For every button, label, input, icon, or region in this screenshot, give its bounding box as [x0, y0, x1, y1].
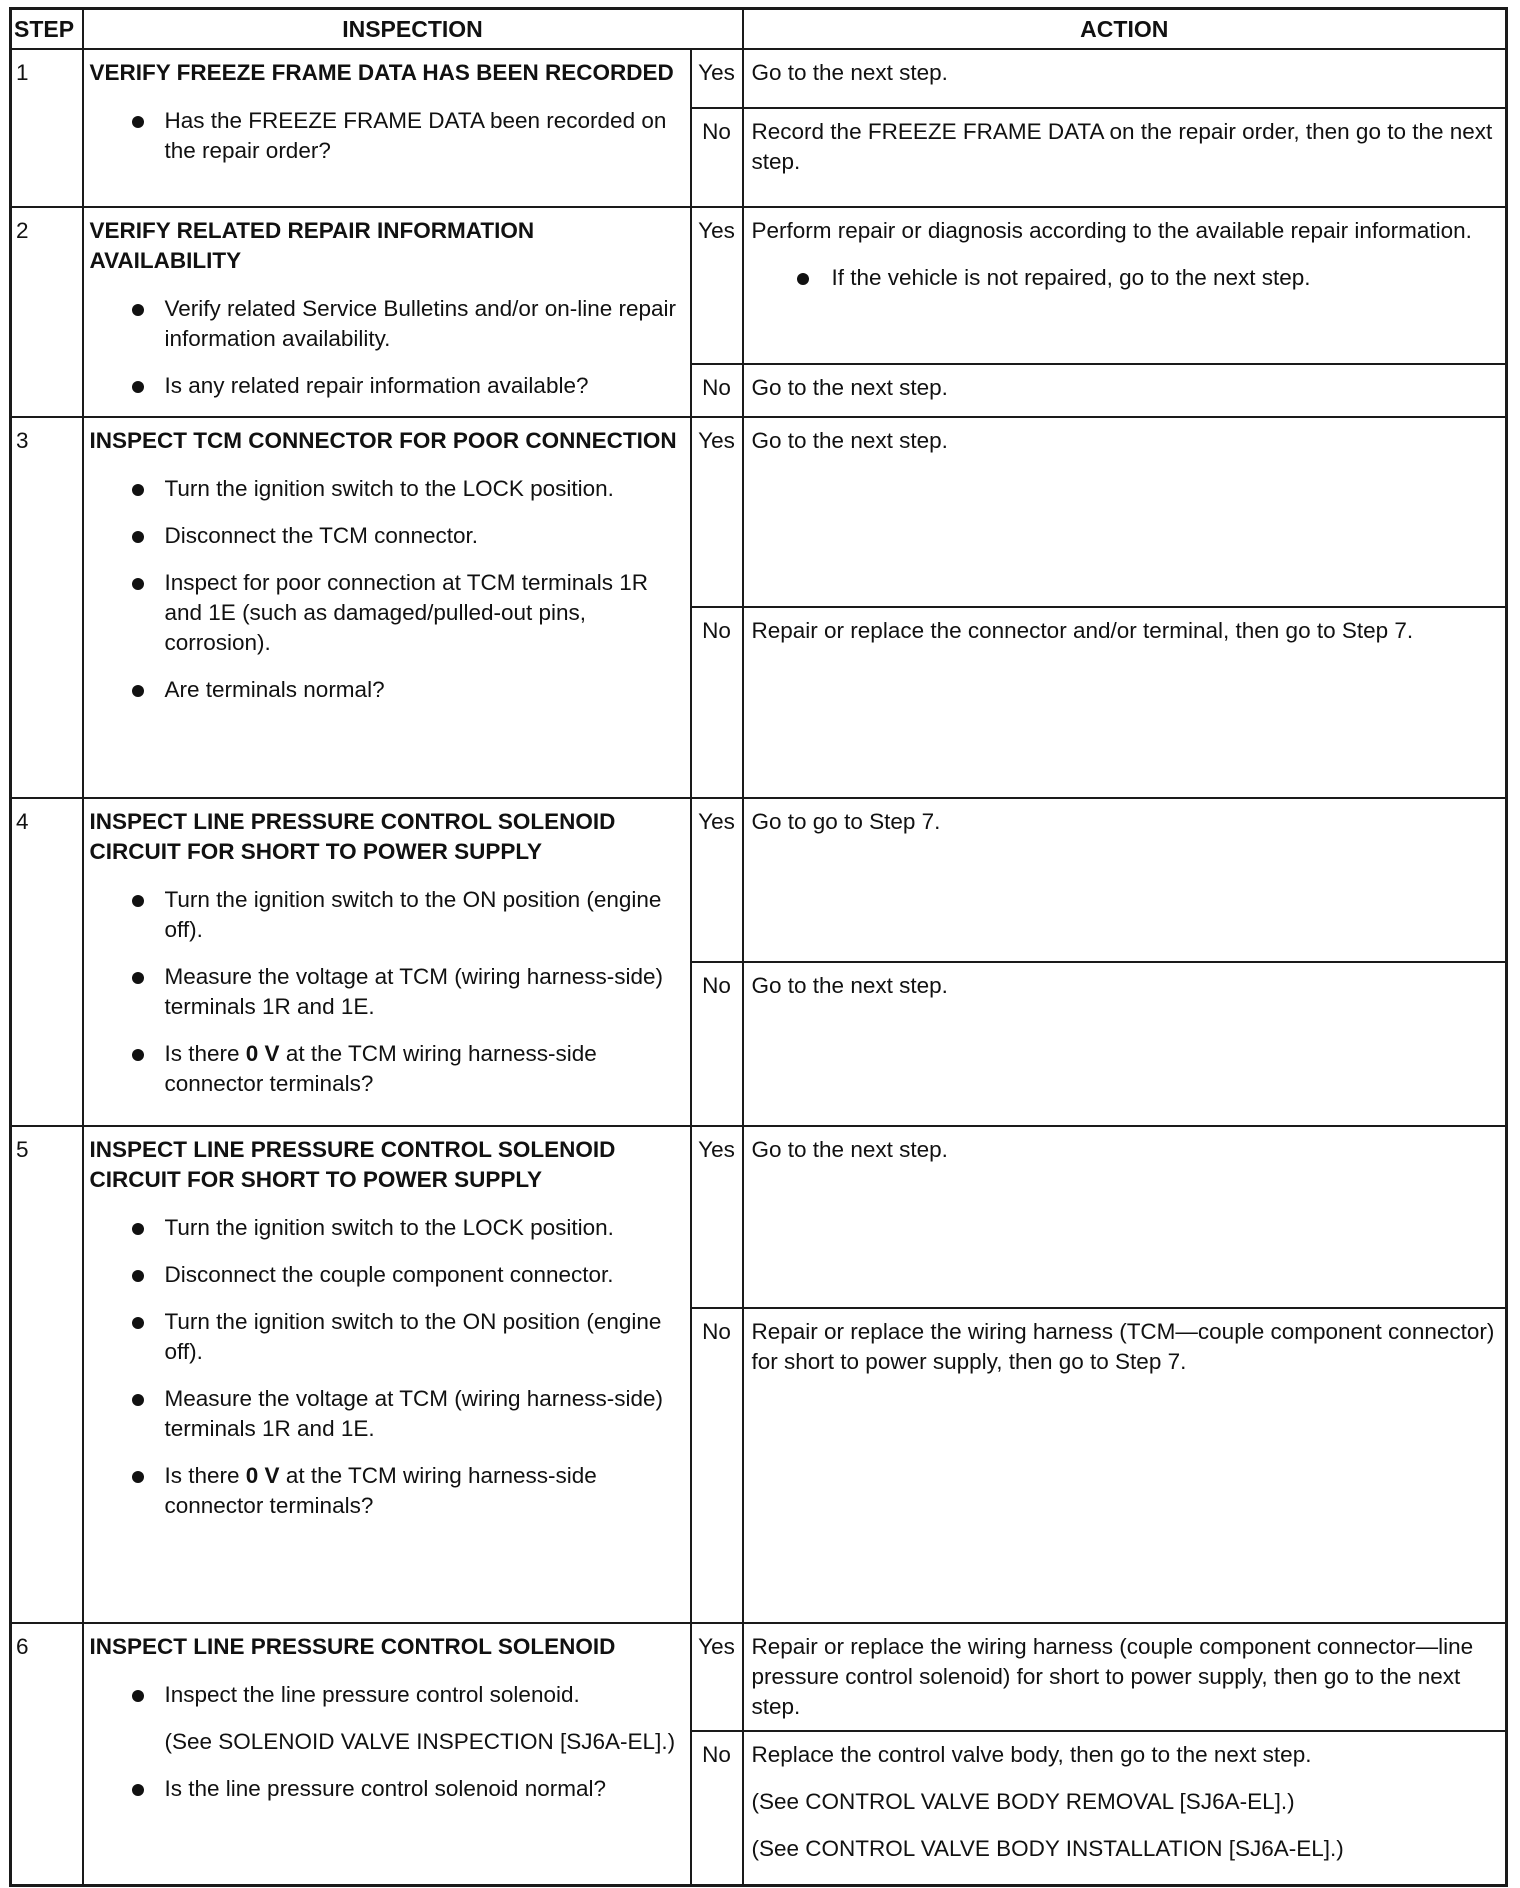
- bullet-icon: [797, 273, 809, 285]
- step-1-yes-row: [11, 49, 1507, 108]
- step-title: INSPECT LINE PRESSURE CONTROL SOLENOID CIRCUIT FOR SHORT TO POWER SUPPLY: [89, 1137, 616, 1192]
- bullet-icon: [132, 304, 144, 316]
- reference-note: (See CONTROL VALVE BODY INSTALLATION [SJ6A-EL].): [751, 1836, 1344, 1861]
- inspection-item: Turn the ignition switch to the ON position (engine off).: [90, 1307, 682, 1367]
- no-action: Go to the next step.: [743, 364, 1507, 417]
- no-label: No: [691, 962, 743, 1126]
- step-number: 2: [11, 207, 83, 417]
- inspection-item: Inspect for poor connection at TCM terminals 1R and 1E (such as damaged/pulled-out pins, corrosion).: [90, 568, 682, 658]
- yes-label: Yes: [691, 417, 743, 607]
- bullet-icon: [132, 1317, 144, 1329]
- bullet-icon: [132, 972, 144, 984]
- bullet-icon: [132, 484, 144, 496]
- yes-action: Go to go to Step 7.: [743, 798, 1507, 962]
- no-action: Repair or replace the connector and/or terminal, then go to Step 7.: [743, 607, 1507, 798]
- yes-action: Go to the next step.: [743, 417, 1507, 607]
- action-header: ACTION: [743, 9, 1507, 50]
- no-label: No: [691, 1731, 743, 1885]
- bullet-icon: [132, 685, 144, 697]
- step-number: 4: [11, 798, 83, 1126]
- yes-label: Yes: [691, 207, 743, 364]
- step-title: INSPECT LINE PRESSURE CONTROL SOLENOID CIRCUIT FOR SHORT TO POWER SUPPLY: [89, 809, 616, 864]
- bullet-icon: [132, 578, 144, 590]
- step-3-yes-row: [11, 417, 1507, 607]
- no-label: No: [691, 1308, 743, 1623]
- step-5-inspection: [83, 1126, 691, 1623]
- action-bullet-item: If the vehicle is not repaired, go to the next step.: [752, 263, 1498, 293]
- bullet-icon: [132, 895, 144, 907]
- reference-note: (See CONTROL VALVE BODY REMOVAL [SJ6A-EL].): [751, 1789, 1295, 1814]
- step-1-inspection: [83, 49, 691, 207]
- bullet-icon: [132, 1049, 144, 1061]
- inspection-header: INSPECTION: [83, 9, 743, 50]
- no-action: Go to the next step.: [743, 962, 1507, 1126]
- inspection-item: Is the line pressure control solenoid normal?: [90, 1774, 682, 1804]
- diagnostic-table: [9, 7, 1508, 1887]
- inspection-item: Inspect the line pressure control solenoid.: [90, 1680, 682, 1710]
- bullet-icon: [132, 1471, 144, 1483]
- step-title: INSPECT TCM CONNECTOR FOR POOR CONNECTION: [89, 428, 677, 453]
- bullet-icon: [132, 1223, 144, 1235]
- bullet-icon: [132, 1784, 144, 1796]
- step-3-inspection: [83, 417, 691, 798]
- step-header: STEP: [11, 9, 83, 50]
- step-title: INSPECT LINE PRESSURE CONTROL SOLENOID: [89, 1634, 616, 1659]
- inspection-item: Is there 0 V at the TCM wiring harness-side connector terminals?: [90, 1039, 682, 1099]
- no-label: No: [691, 364, 743, 417]
- bullet-icon: [132, 531, 144, 543]
- yes-label: Yes: [691, 798, 743, 962]
- inspection-item: Has the FREEZE FRAME DATA been recorded on the repair order?: [90, 106, 682, 166]
- yes-label: Yes: [691, 49, 743, 108]
- yes-action: Perform repair or diagnosis according to the available repair information. If the vehicle is not repaired, go to the next step.: [743, 207, 1507, 364]
- step-6-inspection: [83, 1623, 691, 1885]
- step-4-inspection: [83, 798, 691, 1126]
- step-number: 6: [11, 1623, 83, 1885]
- step-2-yes-row: [11, 207, 1507, 364]
- inspection-item: Turn the ignition switch to the ON position (engine off).: [90, 885, 682, 945]
- step-5-yes-row: [11, 1126, 1507, 1308]
- inspection-item: Verify related Service Bulletins and/or on-line repair information availability.: [90, 294, 682, 354]
- step-title: VERIFY RELATED REPAIR INFORMATION AVAILABILITY: [89, 218, 535, 273]
- yes-label: Yes: [691, 1126, 743, 1308]
- step-number: 5: [11, 1126, 83, 1623]
- reference-note: (See SOLENOID VALVE INSPECTION [SJ6A-EL].): [164, 1729, 676, 1754]
- bullet-icon: [132, 1270, 144, 1282]
- inspection-item: Disconnect the TCM connector.: [90, 521, 682, 551]
- no-label: No: [691, 108, 743, 207]
- yes-label: Yes: [691, 1623, 743, 1731]
- bullet-icon: [132, 1690, 144, 1702]
- no-action: Repair or replace the wiring harness (TCM—couple component connector) for short to power supply, then go to Step 7.: [743, 1308, 1507, 1623]
- inspection-item: Turn the ignition switch to the LOCK position.: [90, 474, 682, 504]
- step-number: 3: [11, 417, 83, 798]
- inspection-item: Is there 0 V at the TCM wiring harness-side connector terminals?: [90, 1461, 682, 1521]
- step-4-yes-row: [11, 798, 1507, 962]
- inspection-item: Are terminals normal?: [90, 675, 682, 705]
- step-title: VERIFY FREEZE FRAME DATA HAS BEEN RECORDED: [89, 60, 674, 85]
- yes-action: Go to the next step.: [743, 49, 1507, 108]
- no-action: Replace the control valve body, then go to the next step. (See CONTROL VALVE BODY REMOVAL [SJ6A-EL].) (See CONTROL VALVE BODY INSTALLATION [SJ6A-EL].): [743, 1731, 1507, 1885]
- inspection-item: Disconnect the couple component connector.: [90, 1260, 682, 1290]
- bullet-icon: [132, 116, 144, 128]
- step-number: 1: [11, 49, 83, 207]
- no-action: Record the FREEZE FRAME DATA on the repair order, then go to the next step.: [743, 108, 1507, 207]
- step-6-yes-row: [11, 1623, 1507, 1731]
- step-2-inspection: [83, 207, 691, 417]
- inspection-item: Measure the voltage at TCM (wiring harness-side) terminals 1R and 1E.: [90, 962, 682, 1022]
- inspection-item: Turn the ignition switch to the LOCK position.: [90, 1213, 682, 1243]
- yes-action: Go to the next step.: [743, 1126, 1507, 1308]
- yes-action: Repair or replace the wiring harness (couple component connector—line pressure control solenoid) for short to power supply, then go to the next step.: [743, 1623, 1507, 1731]
- inspection-item: Is any related repair information available?: [90, 371, 682, 401]
- header-row: [11, 9, 1507, 50]
- inspection-item: Measure the voltage at TCM (wiring harness-side) terminals 1R and 1E.: [90, 1384, 682, 1444]
- no-label: No: [691, 607, 743, 798]
- bullet-icon: [132, 1394, 144, 1406]
- bullet-icon: [132, 381, 144, 393]
